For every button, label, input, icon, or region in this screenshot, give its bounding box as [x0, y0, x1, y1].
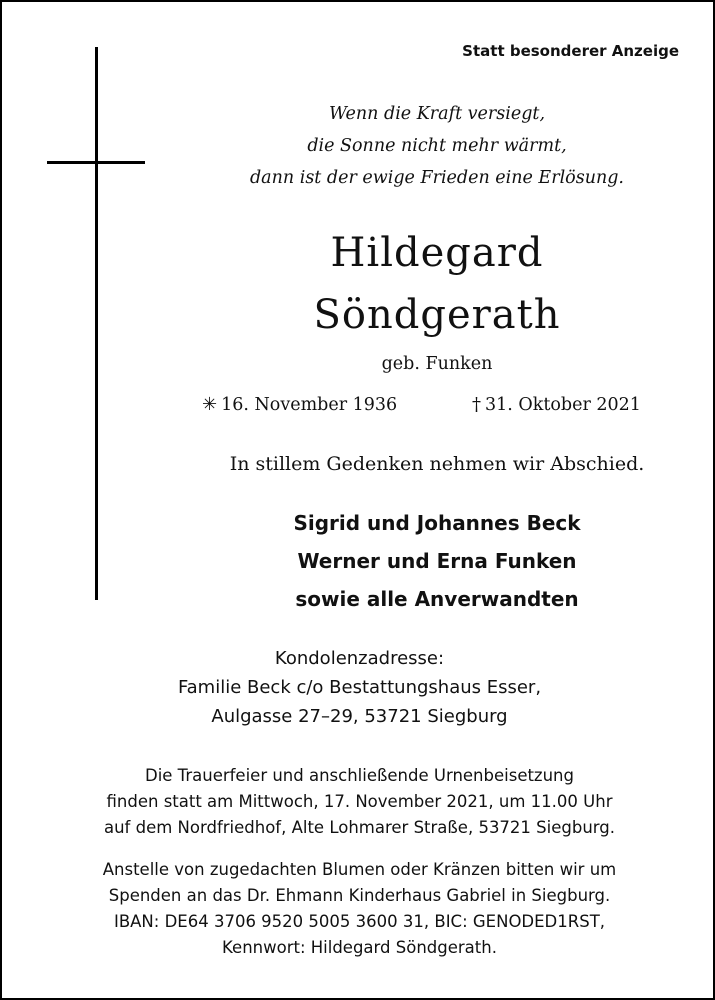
deceased-last-name: Söndgerath: [313, 292, 561, 338]
birth-date-line: [202, 394, 397, 415]
service-info: [2, 763, 715, 841]
poem-line: dann ist der ewige Frieden eine Erlösung.: [249, 168, 624, 188]
mourner-line: sowie alle Anverwandten: [295, 587, 579, 611]
service-line: auf dem Nordfriedhof, Alte Lohmarer Straße, 53721 Siegburg.: [103, 818, 616, 837]
notice-heading: Statt besonderer Anzeige: [462, 42, 679, 60]
condolence-line: Aulgasse 27–29, 53721 Siegburg: [211, 706, 508, 727]
poem-line: Wenn die Kraft versiegt,: [328, 104, 546, 124]
maiden-name: geb. Funken: [381, 354, 493, 374]
poem: [172, 98, 702, 194]
cross-crossbar: [47, 161, 145, 164]
birth-date: 16. November 1936: [221, 395, 398, 415]
condolence-label: Kondolenzadresse:: [274, 648, 445, 669]
mourner-line: Werner und Erna Funken: [297, 549, 577, 573]
farewell-text: In stillem Gedenken nehmen wir Abschied.: [229, 453, 645, 475]
deceased-name: [172, 222, 702, 346]
donation-info: [2, 857, 715, 961]
condolence-line: Familie Beck c/o Bestattungshaus Esser,: [177, 677, 542, 698]
service-line: Die Trauerfeier und anschließende Urnenbeisetzung: [145, 766, 574, 785]
cross-icon: [95, 47, 98, 600]
death-date-line: [472, 394, 641, 415]
service-line: finden statt am Mittwoch, 17. November 2021, um 11.00 Uhr: [106, 792, 613, 811]
poem-line: die Sonne nicht mehr wärmt,: [307, 136, 567, 156]
donation-line: Spenden an das Dr. Ehmann Kinderhaus Gabriel in Siegburg.: [108, 886, 611, 905]
death-date: 31. Oktober 2021: [485, 395, 641, 415]
mourner-line: Sigrid und Johannes Beck: [293, 511, 581, 535]
deceased-first-name: Hildegard: [330, 230, 544, 276]
mourners-list: [172, 504, 702, 618]
birth-star-icon: ✳: [202, 394, 218, 415]
donation-line: Kennwort: Hildegard Söndgerath.: [222, 938, 497, 957]
death-cross-icon: †: [472, 394, 481, 415]
donation-line: Anstelle von zugedachten Blumen oder Kränzen bitten wir um: [102, 860, 617, 879]
donation-line: IBAN: DE64 3706 9520 5005 3600 31, BIC: GENODED1RST,: [113, 912, 606, 931]
condolence-address: [2, 644, 715, 731]
